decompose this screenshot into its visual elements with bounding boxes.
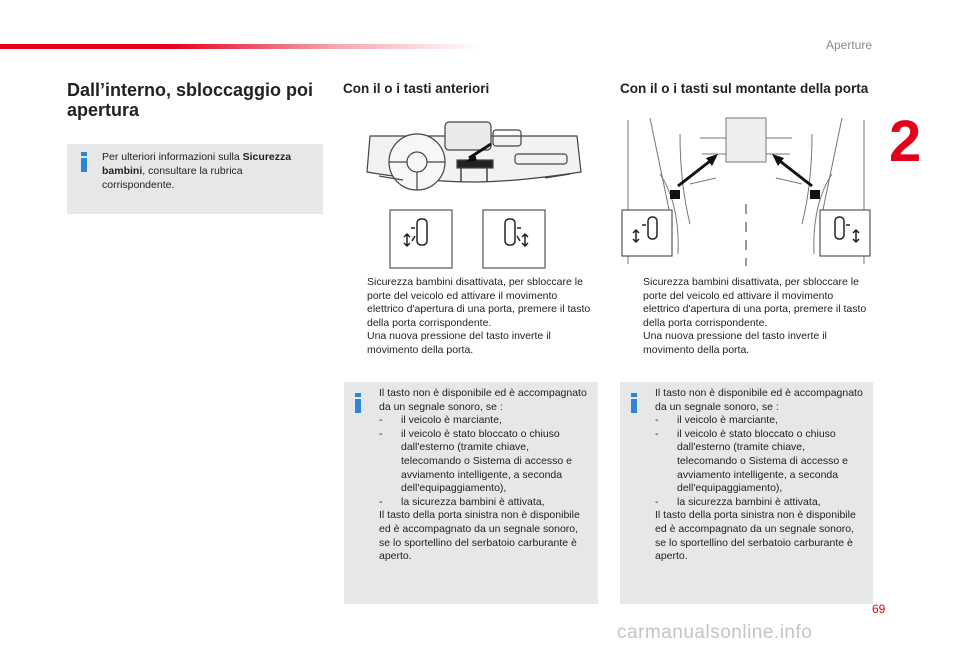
- info-text: Per ulteriori informazioni sulla Sicurezza bambini, consultare la rubrica corrispondente.: [102, 151, 292, 191]
- info-icon: [355, 393, 361, 413]
- heading-front-buttons: Con il o i tasti anteriori: [343, 81, 490, 96]
- info-icon: [631, 393, 637, 413]
- heading-pillar-buttons: Con il o i tasti sul montante della porta: [620, 81, 869, 96]
- info-link-child-safety: Sicurezza bambini: [102, 151, 292, 177]
- dashboard-illustration: [365, 116, 583, 271]
- list-item: Sicurezza bambini disattivata, per sbloccare le porte del veicolo ed attivare il movimento elettrico d'apertura di una porta, premere il tasto della porta corrispondente.: [643, 276, 867, 329]
- list-item: - il veicolo è stato bloccato o chiuso dall'esterno (tramite chiave, telecomando o Sistema di accesso e avviamento intelligente, a seconda dell'equipaggiamento),: [655, 427, 849, 495]
- info-box-child-safety: [67, 144, 323, 214]
- section-label: Aperture: [825, 38, 872, 52]
- watermark: carmanualsonline.info: [617, 622, 813, 643]
- pillar-instructions: [621, 276, 871, 358]
- page-title: Dall’interno, sbloccaggio poi apertura: [67, 80, 314, 120]
- list-item: Una nuova pressione del tasto inverte il movimento della porta.: [643, 330, 827, 356]
- list-item: - il veicolo è marciante,: [379, 414, 502, 427]
- list-item: - la sicurezza bambini è attivata,: [379, 495, 545, 508]
- info-icon: [81, 152, 87, 172]
- note-box-front: [344, 382, 598, 604]
- list-item: - il veicolo è stato bloccato o chiuso dall'esterno (tramite chiave, telecomando o Sistema di accesso e avviamento intelligente, a seconda dell'equipaggiamento),: [379, 427, 573, 495]
- list-item: - la sicurezza bambini è attivata,: [655, 495, 821, 508]
- note-text: Il tasto non è disponibile ed è accompagnato da un segnale sonoro, se : - il veicolo è marciante, - il veicolo è stato bloccato o chiuso dall'esterno (tramite chiave, telecomando o Sistema di accesso e avviamento intelligente, a seconda dell'equipaggiamento), - la sicurezza bambini è attivata, Il tasto della porta sinistra non è disponibile ed è accompagnato da un segnale sonoro, se lo sportellino del serbatoio carburante è aperto.: [655, 387, 867, 564]
- list-item: - il veicolo è marciante,: [655, 414, 778, 427]
- sliding-door-illustration: [620, 114, 872, 270]
- list-item: Sicurezza bambini disattivata, per sbloccare le porte del veicolo ed attivare il movimento elettrico d'apertura di una porta, premere il tasto della porta corrispondente.: [367, 276, 591, 329]
- note-box-pillar: [620, 382, 873, 604]
- chapter-number: 2: [889, 109, 922, 174]
- page-number: 69: [872, 602, 886, 616]
- front-instructions: [345, 276, 595, 358]
- header-accent-bar: [0, 44, 480, 49]
- list-item: Una nuova pressione del tasto inverte il movimento della porta.: [367, 330, 551, 356]
- note-text: Il tasto non è disponibile ed è accompagnato da un segnale sonoro, se : - il veicolo è marciante, - il veicolo è stato bloccato o chiuso dall'esterno (tramite chiave, telecomando o Sistema di accesso e avviamento intelligente, a seconda dell'equipaggiamento), - la sicurezza bambini è attivata, Il tasto della porta sinistra non è disponibile ed è accompagnato da un segnale sonoro, se lo sportellino del serbatoio carburante è aperto.: [379, 387, 591, 564]
